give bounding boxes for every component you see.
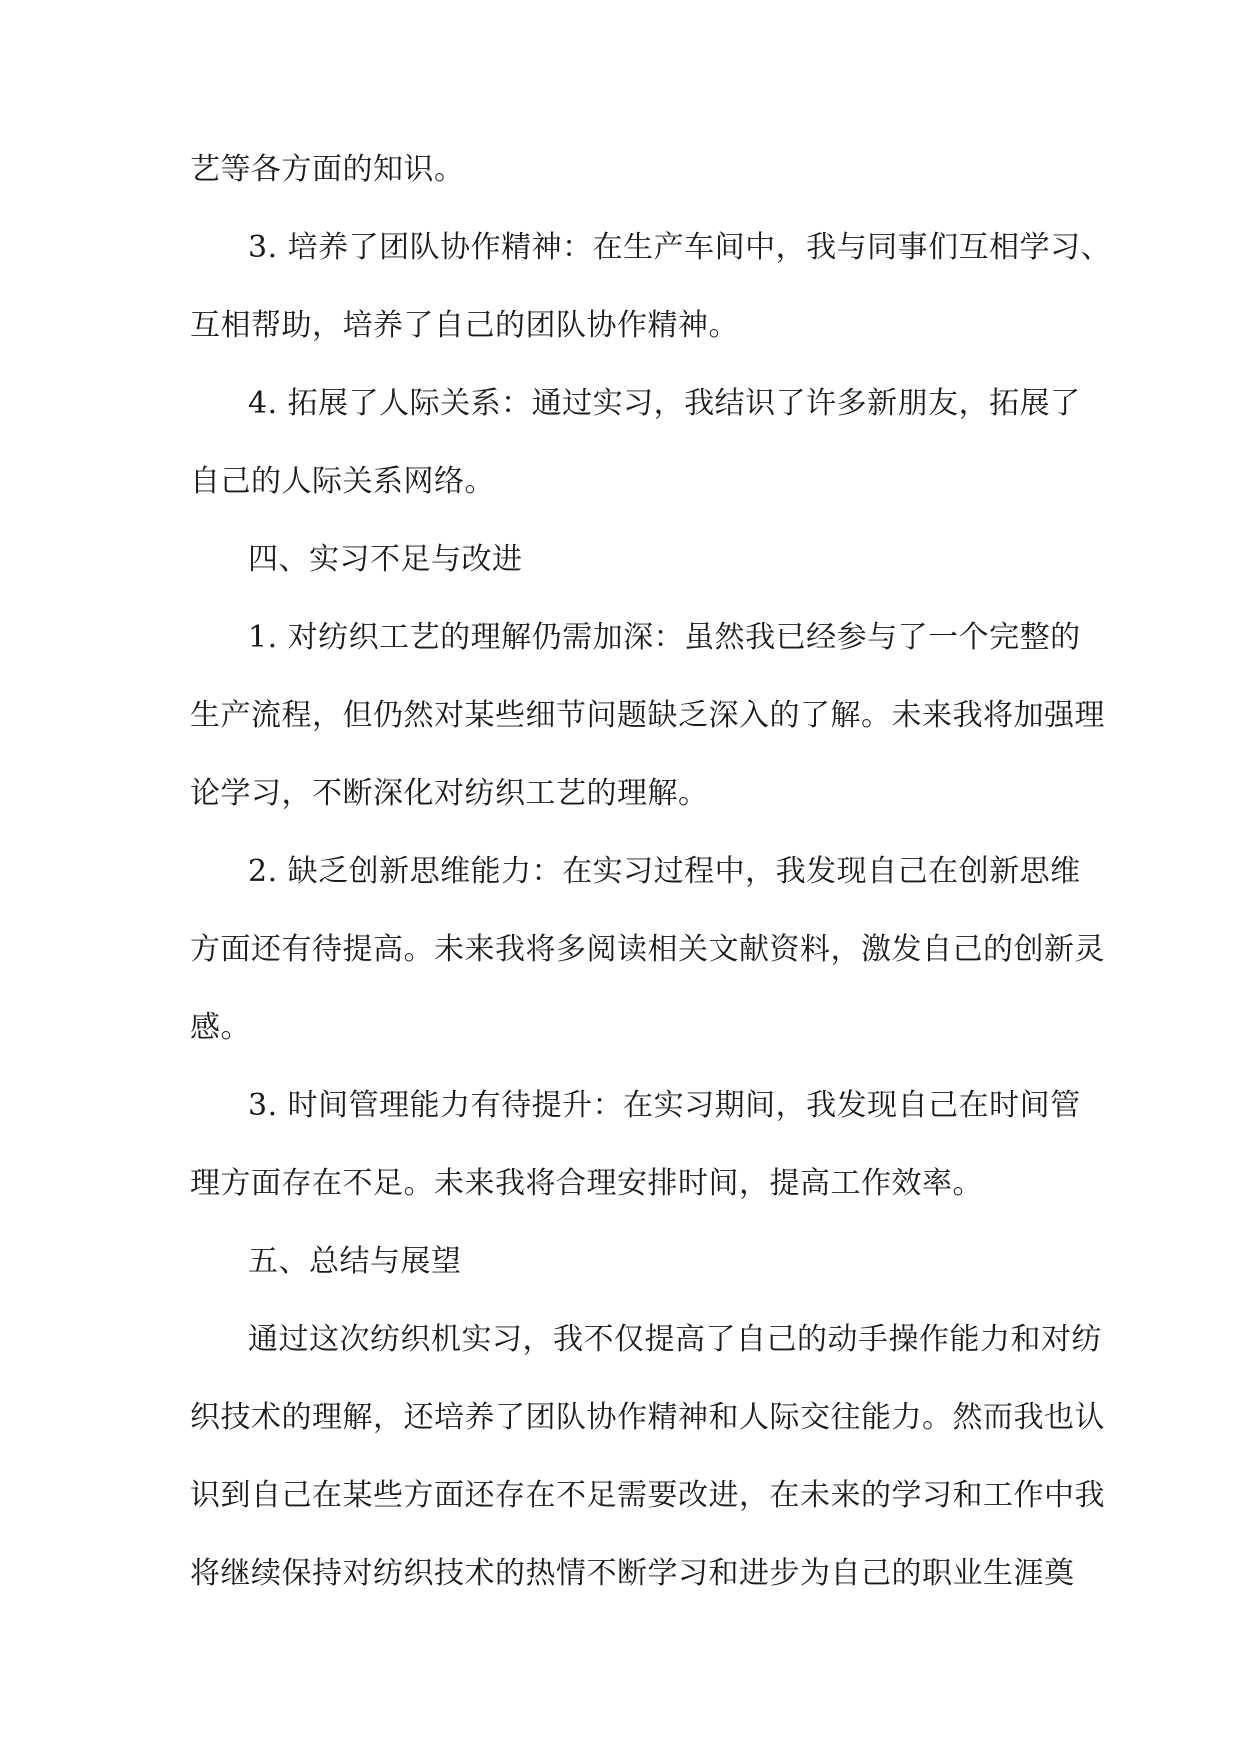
text-line: 方面还有待提高。未来我将多阅读相关文献资料，激发自己的创新灵 bbox=[190, 932, 1105, 967]
text-line: 论学习，不断深化对纺织工艺的理解。 bbox=[190, 776, 709, 811]
text-line: 织技术的理解，还培养了团队协作精神和人际交往能力。然而我也认 bbox=[190, 1400, 1105, 1435]
text-line: 识到自己在某些方面还存在不足需要改进，在未来的学习和工作中我 bbox=[190, 1478, 1105, 1513]
section-heading-4: 四、实习不足与改进 bbox=[248, 542, 523, 577]
text-line: 将继续保持对纺织技术的热情不断学习和进步为自己的职业生涯奠 bbox=[190, 1556, 1075, 1591]
section-heading-5: 五、总结与展望 bbox=[248, 1244, 462, 1279]
text-line-item-3b: 3. 时间管理能力有待提升：在实习期间，我发现自己在时间管 bbox=[248, 1088, 1081, 1123]
text-line-item-3: 3. 培养了团队协作精神：在生产车间中，我与同事们互相学习、 bbox=[248, 230, 1112, 265]
text-line: 艺等各方面的知识。 bbox=[190, 152, 465, 187]
text-line: 理方面存在不足。未来我将合理安排时间，提高工作效率。 bbox=[190, 1166, 983, 1201]
text-line-paragraph-start: 通过这次纺织机实习，我不仅提高了自己的动手操作能力和对纺 bbox=[248, 1322, 1102, 1357]
text-line-item-2: 2. 缺乏创新思维能力：在实习过程中，我发现自己在创新思维 bbox=[248, 854, 1081, 889]
text-line-item-4: 4. 拓展了人际关系：通过实习，我结识了许多新朋友，拓展了 bbox=[248, 386, 1081, 421]
text-line-item-1: 1. 对纺织工艺的理解仍需加深：虽然我已经参与了一个完整的 bbox=[248, 620, 1081, 655]
text-line: 感。 bbox=[190, 1010, 251, 1045]
text-line: 自己的人际关系网络。 bbox=[190, 464, 495, 499]
text-line: 互相帮助，培养了自己的团队协作精神。 bbox=[190, 308, 739, 343]
text-line: 生产流程，但仍然对某些细节问题缺乏深入的了解。未来我将加强理 bbox=[190, 698, 1105, 733]
